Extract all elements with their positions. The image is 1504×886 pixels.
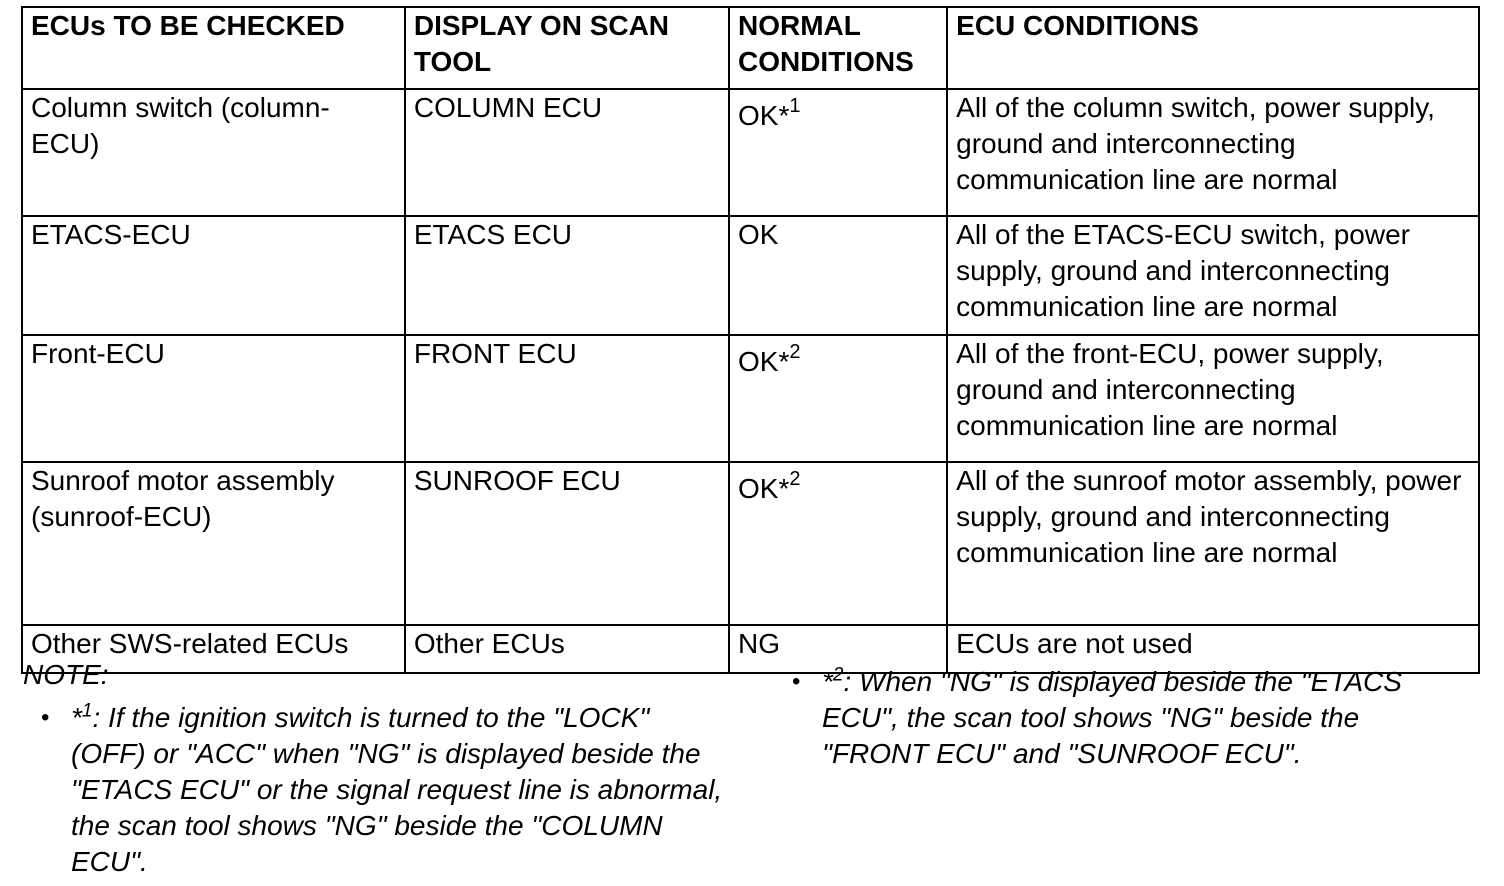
cell-ecu: ETACS-ECU	[22, 216, 405, 335]
note-title: NOTE:	[23, 659, 109, 690]
header-ecu-conditions: ECU CONDITIONS	[947, 7, 1479, 89]
normal-value: OK*	[737, 473, 790, 504]
cell-normal	[729, 89, 947, 216]
table-row	[22, 462, 1479, 625]
bullet-icon: •	[41, 704, 50, 731]
normal-value: OK	[737, 219, 779, 250]
footnote-ref: 1	[789, 94, 801, 117]
cell-display: COLUMN ECU	[405, 89, 729, 216]
footnote-text: : When "NG" is displayed beside the "ETACS ECU", the scan tool shows "NG" beside the "FRONT ECU" and "SUNROOF ECU".	[822, 666, 1402, 769]
cell-conditions: All of the sunroof motor assembly, power supply, ground and interconnecting communication line are normal	[947, 462, 1479, 625]
table-row	[22, 89, 1479, 216]
table-row	[22, 216, 1479, 335]
header-normal-conditions: NORMAL CONDITIONS	[729, 7, 947, 89]
cell-display: SUNROOF ECU	[405, 462, 729, 625]
cell-display: FRONT ECU	[405, 335, 729, 462]
cell-conditions: ECUs are not used	[947, 625, 1479, 673]
cell-ecu: Other SWS-related ECUs	[22, 625, 405, 673]
cell-conditions: All of the ETACS-ECU switch, power supply, ground and interconnecting communication line are normal	[947, 216, 1479, 335]
normal-value: OK*	[737, 346, 790, 377]
footnote-number: 1	[81, 700, 93, 722]
footnote-ref: 2	[789, 467, 801, 490]
footnote-marker: *	[71, 702, 82, 733]
cell-ecu: Column switch (column-ECU)	[22, 89, 405, 216]
cell-normal	[729, 335, 947, 462]
cell-ecu: Sunroof motor assembly (sunroof-ECU)	[22, 462, 405, 625]
normal-value: NG	[737, 628, 780, 659]
cell-display: ETACS ECU	[405, 216, 729, 335]
footnote-marker: *	[822, 666, 833, 697]
footnote-ref: 2	[789, 340, 801, 363]
cell-conditions: All of the column switch, power supply, ground and interconnecting communication line are normal	[947, 89, 1479, 216]
normal-value: OK*	[737, 100, 790, 131]
header-ecus-to-be-checked: ECUs TO BE CHECKED	[22, 7, 405, 89]
cell-normal	[729, 462, 947, 625]
cell-conditions: All of the front-ECU, power supply, ground and interconnecting communication line are normal	[947, 335, 1479, 462]
bullet-icon: •	[792, 668, 801, 695]
footnote-1	[41, 700, 731, 880]
footnote-text: : If the ignition switch is turned to the "LOCK" (OFF) or "ACC" when "NG" is displayed beside the "ETACS ECU" or the signal request line is abnormal, the scan tool shows "NG" beside the "COLUMN ECU".	[71, 702, 723, 877]
table-header-row	[22, 7, 1479, 89]
cell-display: Other ECUs	[405, 625, 729, 673]
ecu-check-table	[21, 6, 1480, 674]
table-row	[22, 335, 1479, 462]
header-display-on-scan-tool: DISPLAY ON SCAN TOOL	[405, 7, 729, 89]
cell-ecu: Front-ECU	[22, 335, 405, 462]
cell-normal	[729, 216, 947, 335]
footnote-2	[792, 664, 1472, 772]
footnote-number: 2	[832, 664, 844, 686]
